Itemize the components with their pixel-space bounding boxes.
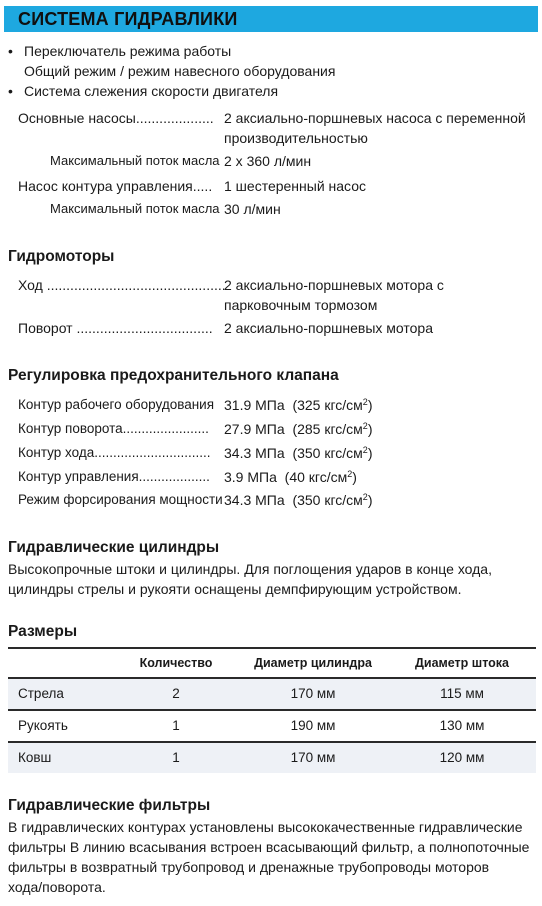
section-heading-hydromotors: Гидромоторы <box>8 248 115 265</box>
paragraph-line: цилиндры стрелы и рукояти оснащены демпфирующим устройством. <box>8 581 462 597</box>
section-heading-cylinders: Гидравлические цилиндры <box>8 539 220 556</box>
spec-label: Контур поворота....................... <box>18 421 209 436</box>
spec-label: Контур хода............................... <box>18 445 211 460</box>
spec-value: 34.3 МПа (350 кгс/$см^2$) <box>224 492 373 508</box>
section-heading-relief-valve: Регулировка предохранительного клапана <box>8 367 339 384</box>
spec-value-continuation: производительностью <box>224 130 368 146</box>
dimensions-table <box>8 647 536 773</box>
spec-value: 27.9 МПа (285 кгс/$см^2$) <box>224 421 373 437</box>
table-header-row <box>8 648 536 678</box>
paragraph-line: хода/поворота. <box>8 879 106 895</box>
spec-label: Ход .............................................. <box>18 277 226 293</box>
spec-value: 2 аксиально-поршневых мотора <box>224 320 434 336</box>
table-row <box>8 742 536 773</box>
section-banner <box>4 6 538 32</box>
table-cell: Рукоять <box>8 710 114 742</box>
spec-value: 3.9 МПа (40 кгс/$см^2$) <box>224 469 357 485</box>
spec-value: 2 аксиально-поршневых насоса с переменной <box>224 110 526 126</box>
spec-label: Контур управления................... <box>18 469 210 484</box>
column-header: Количество <box>114 648 238 678</box>
spec-label: Контур рабочего оборудования <box>18 397 215 412</box>
spec-label: Максимальный поток масла <box>50 201 220 216</box>
table-cell: 170 мм <box>238 678 388 710</box>
spec-value: 30 л/мин <box>224 201 281 217</box>
table-cell: 115 мм <box>388 678 536 710</box>
table-cell: 2 <box>114 678 238 710</box>
spec-value: 1 шестеренный насос <box>224 178 367 194</box>
column-header <box>8 648 114 678</box>
table-cell: 190 мм <box>238 710 388 742</box>
spec-value: 31.9 МПа (325 кгс/$см^2$) <box>224 397 373 413</box>
paragraph-line: Высокопрочные штоки и цилиндры. Для поглощения ударов в конце хода, <box>8 561 492 577</box>
table-cell: 1 <box>114 710 238 742</box>
table-cell: Ковш <box>8 742 114 773</box>
table-cell: 130 мм <box>388 710 536 742</box>
spec-value: 2 x 360 л/мин <box>224 153 312 169</box>
bullet-item: • Система слежения скорости двигателя <box>8 83 279 99</box>
spec-value: 34.3 МПа (350 кгс/$см^2$) <box>224 445 373 461</box>
table-row <box>8 710 536 742</box>
column-header: Диаметр штока <box>388 648 536 678</box>
spec-label: Максимальный поток масла <box>50 153 220 168</box>
section-heading-dimensions: Размеры <box>8 623 78 640</box>
table-cell: 1 <box>114 742 238 773</box>
paragraph-line: В гидравлических контурах установлены высококачественные гидравлические <box>8 819 523 835</box>
paragraph-line: фильтры В линию всасывания встроен всасывающий фильтр, а полнопоточные <box>8 839 530 855</box>
spec-label: Поворот ................................... <box>18 320 213 336</box>
column-header: Диаметр цилиндра <box>238 648 388 678</box>
table-cell: 120 мм <box>388 742 536 773</box>
bullet-item: • Переключатель режима работы <box>8 43 232 59</box>
paragraph-line: фильтры в возвратный трубопровод и дренажные трубопроводы моторов <box>8 859 490 875</box>
bullet-item-continuation: Общий режим / режим навесного оборудования <box>24 63 336 79</box>
spec-value: 2 аксиально-поршневых мотора с <box>224 277 444 293</box>
section-heading-filters: Гидравлические фильтры <box>8 797 211 814</box>
table-cell: Стрела <box>8 678 114 710</box>
spec-label: Основные насосы.................... <box>18 110 214 126</box>
spec-value-continuation: парковочным тормозом <box>224 297 378 313</box>
spec-label: Насос контура управления..... <box>18 178 213 194</box>
table-cell: 170 мм <box>238 742 388 773</box>
page-title: СИСТЕМА ГИДРАВЛИКИ <box>18 9 238 29</box>
table-row <box>8 678 536 710</box>
spec-label: Режим форсирования мощности <box>18 492 223 507</box>
